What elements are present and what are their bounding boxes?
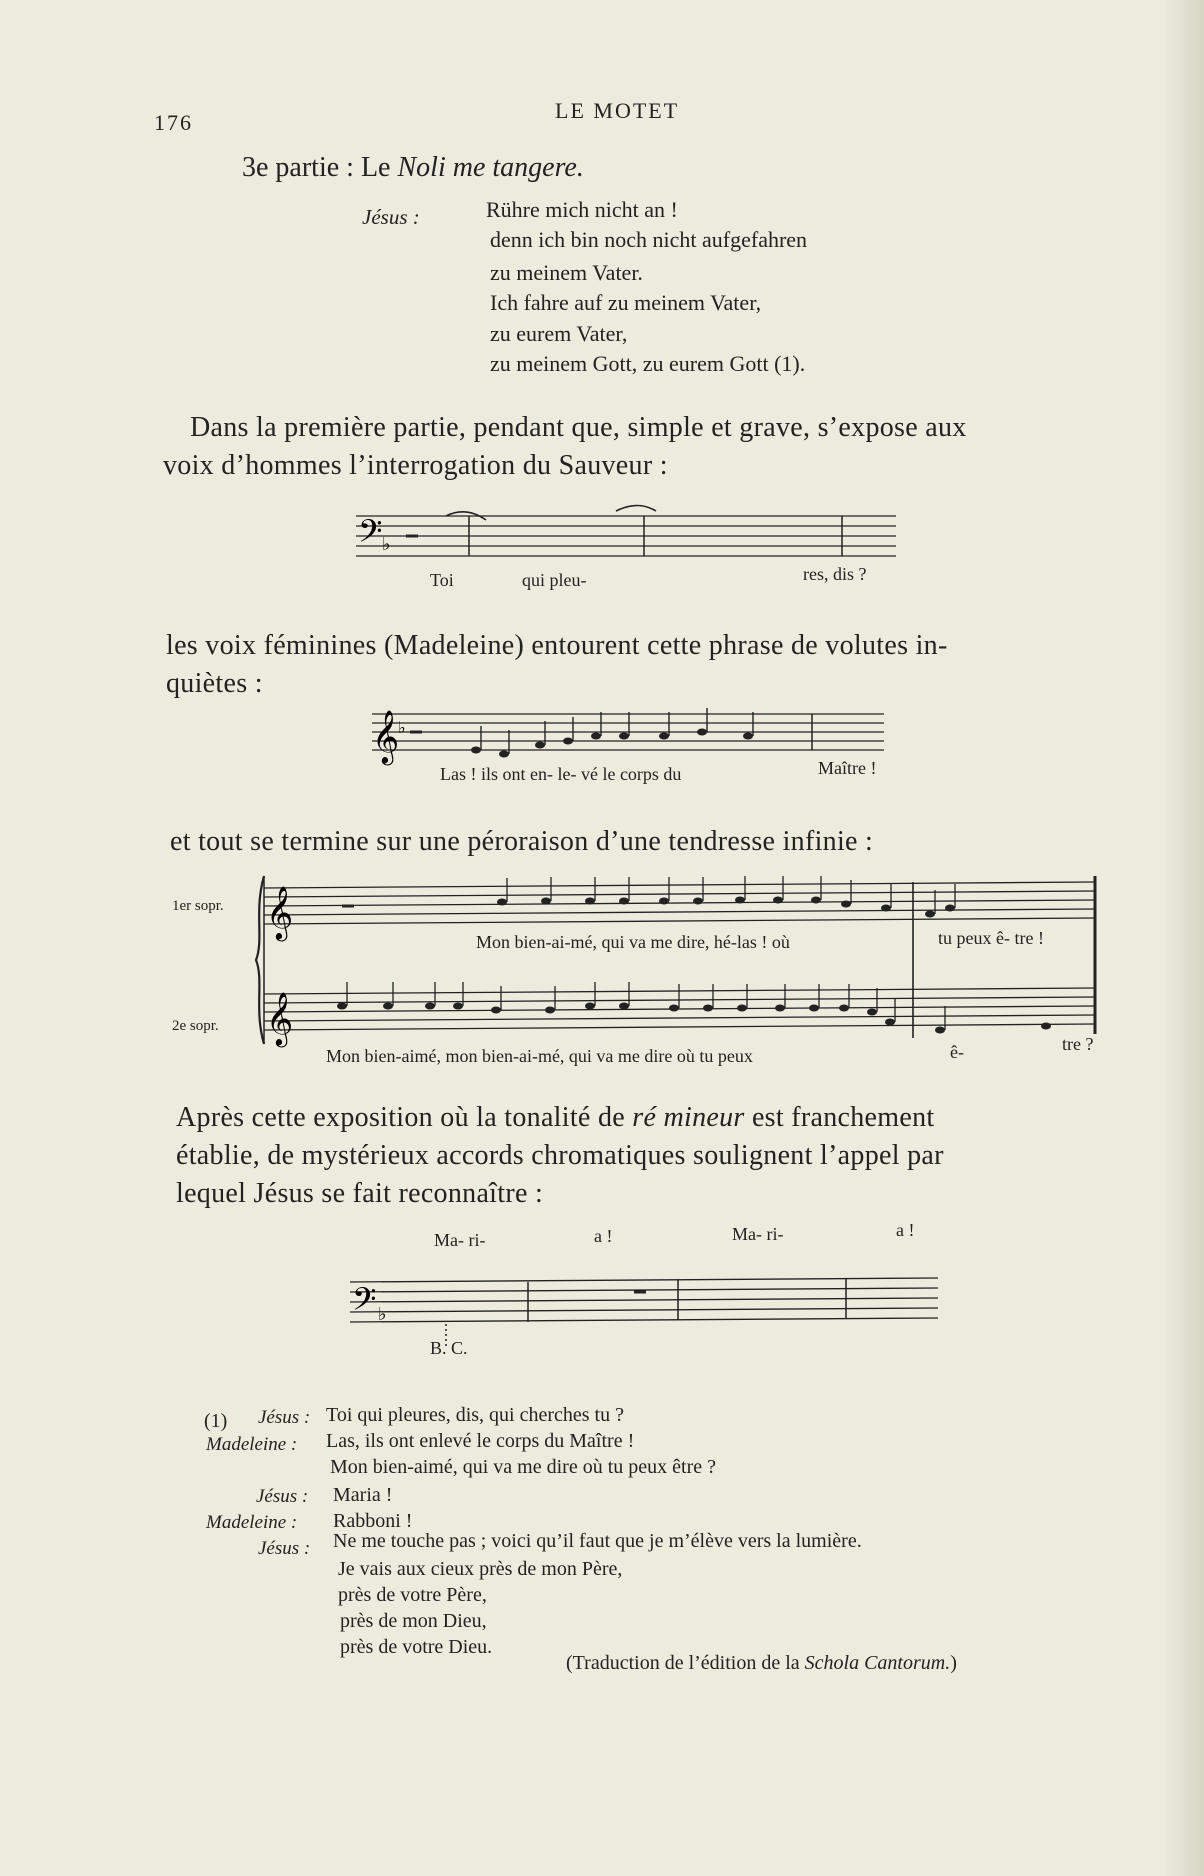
staff-lines (350, 1278, 938, 1322)
staff-lines (372, 714, 884, 750)
verse-line-5: zu eurem Vater, (490, 321, 628, 346)
footnote-text-4: Maria ! (333, 1484, 393, 1506)
verse-line-2: denn ich bin noch nicht aufgefahren (490, 227, 808, 252)
footnote-credit (566, 1652, 957, 1675)
footnote-speaker-2: Madeleine : (206, 1434, 298, 1455)
music-example-4-staff (350, 1262, 940, 1342)
part-prefix: 3e partie : Le (242, 152, 398, 183)
verse-line-1: Rühre mich nicht an ! (486, 197, 678, 222)
footnote-text-3: Mon bien-aimé, qui va me dire où tu peux être ? (330, 1456, 716, 1478)
p4-text-pre: Après cette exposition où la tonalité de (176, 1102, 633, 1133)
ex3-bottom-lyric-1: Mon bien-aimé, mon bien-ai-mé, qui va me dire où tu peux (326, 1046, 753, 1066)
treble-clef-icon: 𝄞 (266, 991, 294, 1045)
voice-label-2e-sopr: 2e sopr. (172, 1018, 219, 1034)
bottom-notes (337, 982, 1068, 1034)
footnote-text-7: Je vais aux cieux près de mon Père, (338, 1558, 623, 1580)
ex4-basso-continuo-label: B. C. (430, 1338, 468, 1358)
paragraph-1-line-1: Dans la première partie, pendant que, simple et grave, s’expose aux (190, 412, 967, 443)
chords (440, 1259, 906, 1346)
staff-lines (356, 516, 896, 556)
footnote-text-8: près de votre Père, (338, 1584, 487, 1606)
paragraph-4-line-2: établie, de mystérieux accords chromatiques soulignent l’appel par (176, 1140, 944, 1171)
ex3-bottom-lyric-2: ê- (950, 1042, 964, 1062)
part-title-italic: Noli me tangere. (397, 152, 584, 183)
music-example-3-score (250, 870, 1100, 1050)
running-title: LE MOTET (555, 98, 680, 123)
footnote-speaker-4: Jésus : (256, 1486, 309, 1507)
credit-post: ) (950, 1652, 957, 1674)
p4-text-italic: ré mineur (632, 1102, 745, 1133)
ex1-lyric-3: res, dis ? (803, 564, 867, 584)
credit-pre: (Traduction de l’édition de la (566, 1652, 805, 1674)
voice-label-1er-sopr: 1er sopr. (172, 898, 224, 914)
ex1-lyric-1: Toi (430, 570, 454, 590)
paragraph-3-line-1: et tout se termine sur une péroraison d’une tendresse infinie : (170, 826, 874, 857)
footnote-text-5: Rabboni ! (333, 1510, 413, 1532)
paragraph-4-line-3: lequel Jésus se fait reconnaître : (176, 1178, 544, 1209)
footnote-text-2: Las, ils ont enlevé le corps du Maître ! (326, 1430, 635, 1452)
music-example-2-staff (372, 708, 884, 763)
ex4-lyric-2: a ! (594, 1226, 613, 1246)
footnote-speaker-1: Jésus : (258, 1407, 311, 1428)
bass-clef-icon: 𝄢 (358, 513, 383, 557)
treble-clef-icon: 𝄞 (372, 709, 400, 763)
paragraph-2-line-1: les voix féminines (Madeleine) entourent cette phrase de volutes in- (166, 630, 948, 661)
treble-clef-icon: 𝄞 (266, 885, 294, 939)
flat-icon: ♭ (378, 1304, 387, 1325)
paragraph-2-line-2: quiètes : (166, 668, 263, 699)
ex4-lyric-1: Ma- ri- (434, 1230, 486, 1250)
ex3-top-lyric-1: Mon bien-ai-mé, qui va me dire, hé-las ! où (476, 932, 790, 952)
paragraph-4-line-1 (176, 1102, 934, 1134)
notes (406, 506, 873, 537)
bass-clef-icon: 𝄢 (352, 1281, 377, 1325)
ex3-bottom-lyric-3: tre ? (1062, 1034, 1094, 1054)
music-example-1-staff (356, 512, 896, 562)
system-brace (256, 876, 264, 1044)
footnote-text-10: près de votre Dieu. (340, 1636, 493, 1658)
ex2-lyric-2: Maître ! (818, 758, 877, 778)
paragraph-1-line-2: voix d’hommes l’interrogation du Sauveur : (163, 450, 668, 481)
ex1-lyric-2: qui pleu- (522, 570, 587, 590)
footnote-speaker-5: Madeleine : (206, 1512, 298, 1533)
verse-line-4: Ich fahre auf zu meinem Vater, (490, 290, 762, 315)
verse-line-6: zu meinem Gott, zu eurem Gott (1). (490, 351, 806, 376)
footnote-marker: (1) (204, 1410, 228, 1432)
flat-icon: ♭ (398, 718, 406, 737)
footnote-text-1: Toi qui pleures, dis, qui cherches tu ? (326, 1404, 624, 1426)
footnote-speaker-6: Jésus : (258, 1538, 311, 1559)
part-title (242, 152, 584, 184)
jesus-speaker-label: Jésus : (362, 205, 420, 229)
credit-italic: Schola Cantorum. (804, 1652, 951, 1674)
p4-text-post: est franchement (744, 1102, 935, 1133)
flat-icon: ♭ (382, 534, 391, 555)
verse-line-3: zu meinem Vater. (490, 260, 643, 285)
staff-top-lines (264, 882, 1095, 924)
footnote-text-9: près de mon Dieu, (340, 1610, 487, 1632)
page-edge-shadow (1164, 0, 1204, 1876)
ex4-lyric-3: Ma- ri- (732, 1224, 784, 1244)
footnote-text-6: Ne me touche pas ; voici qu’il faut que je m’élève vers la lumière. (333, 1530, 862, 1552)
page-number: 176 (154, 110, 193, 135)
ex4-lyric-4: a ! (896, 1220, 915, 1240)
ex3-top-lyric-2: tu peux ê- tre ! (938, 928, 1044, 948)
ex2-lyric-1: Las ! ils ont en- le- vé le corps du (440, 764, 682, 784)
